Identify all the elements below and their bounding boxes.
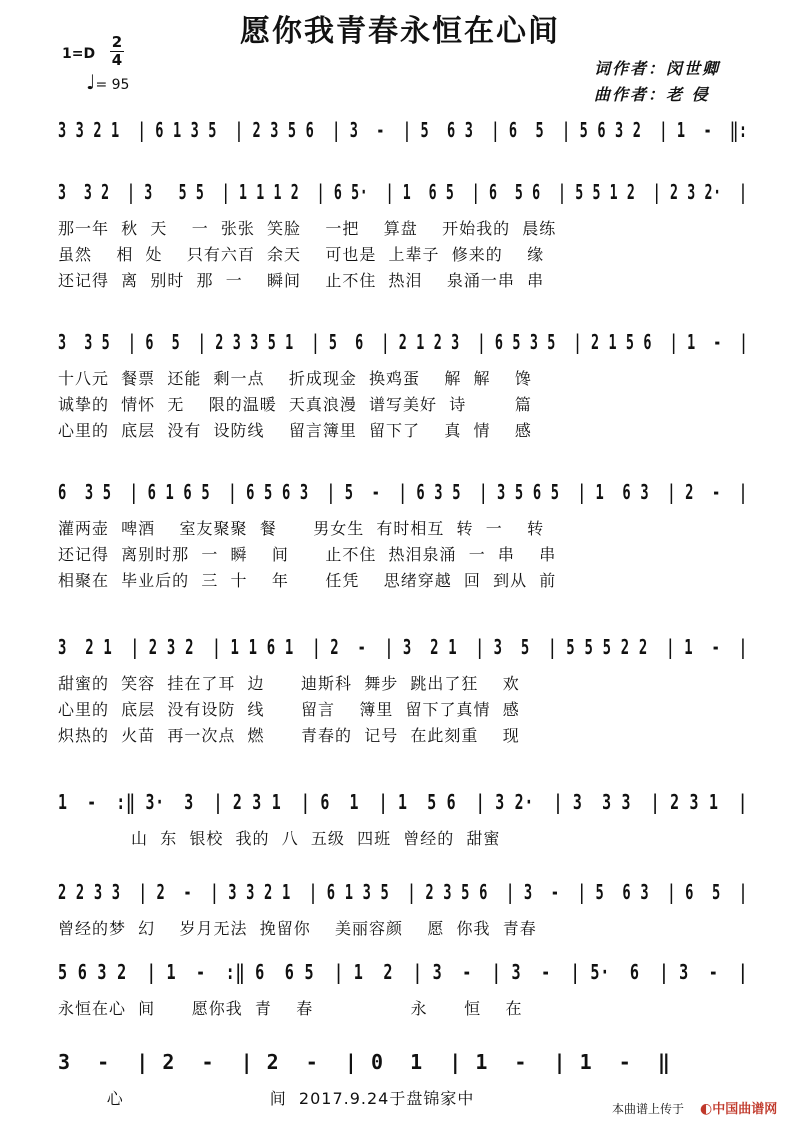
notation-text: 1 - :‖ 3· 3 | 2 3 1 | 6 1 | 1 5 6 | 3 2· | 3 3 3 | 2 3 1 | xyxy=(58,790,748,814)
song-title: 愿你我青春永恒在心间 xyxy=(240,14,560,49)
notation-text: 3 - | 2 - | 2 - | 0 1 | 1 - | 1 - ‖ xyxy=(58,1050,671,1074)
notation-text: 3 3 5 | 6 5 | 2 3 3 5 1 | 5 6 | 2 1 2 3 | 6 5 3 5 | 2 1 5 6 | 1 - | xyxy=(58,330,749,354)
lyric-line-2-2: 虽然 相 处 只有六百 余天 可也是 上辈子 修来的 缘 xyxy=(58,245,545,264)
site-logo: ◐中国曲谱网 xyxy=(700,1101,778,1117)
lyric-line-5-1: 甜蜜的 笑容 挂在了耳 边 迪斯科 舞步 跳出了狂 欢 xyxy=(58,674,520,693)
notation-text: 3 2 1 | 2 3 2 | 1 1 6 1 | 2 - | 3 2 1 | 3 5 | 5 5 5 2 2 | 1 - | xyxy=(58,635,748,659)
notation-row-7 xyxy=(0,880,800,910)
notation-text: 2 2 3 3 | 2 - | 3 3 2 1 | 6 1 3 5 | 2 3 5 6 | 3 - | 5 6 3 | 6 5 | xyxy=(58,880,748,904)
lyric-line-3-1: 十八元 餐票 还能 剩一点 折成现金 换鸡蛋 解 解 馋 xyxy=(58,369,532,388)
meter-top: 2 xyxy=(111,33,123,51)
upload-note: 本曲谱上传于 xyxy=(612,1102,685,1116)
lyric-line-6-1: 山 东 银校 我的 八 五级 四班 曾经的 甜蜜 xyxy=(58,829,501,848)
credits xyxy=(594,56,720,108)
notation-text: 3 3 2 | 3 5 5 | 1 1 1 2 | 6 5· | 1 6 5 | 6 5 6 | 5 5 1 2 | 2 3 2· | xyxy=(58,180,748,204)
lyric-line-8-1: 永恒在心 间 愿你我 青 春 永 恒 在 xyxy=(58,999,523,1018)
meter-bottom: 4 xyxy=(111,51,123,69)
notation-row-3 xyxy=(0,330,800,360)
logo-icon: ◐ xyxy=(700,1101,713,1117)
time-signature xyxy=(110,34,124,69)
lyric-line-9-1: 心 间 2017.9.24于盘锦家中 xyxy=(58,1089,475,1108)
notation-row-9 xyxy=(0,1050,800,1080)
tempo-value: = 95 xyxy=(95,77,130,93)
lyric-line-4-3: 相聚在 毕业后的 三 十 年 任凭 思绪穿越 回 到从 前 xyxy=(58,571,557,590)
key-signature: 1=D xyxy=(62,46,96,62)
notation-text: 5 6 3 2 | 1 - :‖ 6 6 5 | 1 2 | 3 - | 3 - | 5· 6 | 3 - | xyxy=(58,960,749,984)
notation-row-8 xyxy=(0,960,800,990)
lyric-line-3-3: 心里的 底层 没有 设防线 留言簿里 留下了 真 情 感 xyxy=(58,421,532,440)
lyric-line-2-1: 那一年 秋 天 一 张张 笑脸 一把 算盘 开始我的 晨练 xyxy=(58,219,557,238)
notation-text: 6 3 5 | 6 1 6 5 | 6 5 6 3 | 5 - | 6 3 5 | 3 5 6 5 | 1 6 3 | 2 - | xyxy=(58,480,748,504)
tempo-marking xyxy=(86,70,129,94)
notation-row-6 xyxy=(0,790,800,820)
notation-row-5 xyxy=(0,635,800,665)
lyric-line-4-1: 灌两壶 啤酒 室友聚聚 餐 男女生 有时相互 转 一 转 xyxy=(58,519,545,538)
lyric-line-7-1: 曾经的梦 幻 岁月无法 挽留你 美丽容颜 愿 你我 青春 xyxy=(58,919,537,938)
lyric-line-4-2: 还记得 离别时那 一 瞬 间 止不住 热泪泉涌 一 串 串 xyxy=(58,545,557,564)
lyric-line-5-2: 心里的 底层 没有设防 线 留言 簿里 留下了真情 感 xyxy=(58,700,520,719)
lyricist-credit: 词作者：闵世卿 xyxy=(594,59,721,78)
notation-row-4 xyxy=(0,480,800,510)
notation-row-2 xyxy=(0,180,800,210)
quarter-note-icon: ♩ xyxy=(86,70,96,94)
notation-text: 3 3 2 1 | 6 1 3 5 | 2 3 5 6 | 3 - | 5 6 3 | 6 5 | 5 6 3 2 | 1 - ‖: xyxy=(58,118,748,142)
lyric-line-3-2: 诚挚的 情怀 无 限的温暖 天真浪漫 谱写美好 诗 篇 xyxy=(58,395,532,414)
composer-credit: 曲作者：老 侵 xyxy=(594,85,710,104)
lyric-line-5-3: 炽热的 火苗 再一次点 燃 青春的 记号 在此刻重 现 xyxy=(58,726,520,745)
notation-row-1 xyxy=(0,118,800,148)
lyric-line-2-3: 还记得 离 别时 那 一 瞬间 止不住 热泪 泉涌一串 串 xyxy=(58,271,545,290)
